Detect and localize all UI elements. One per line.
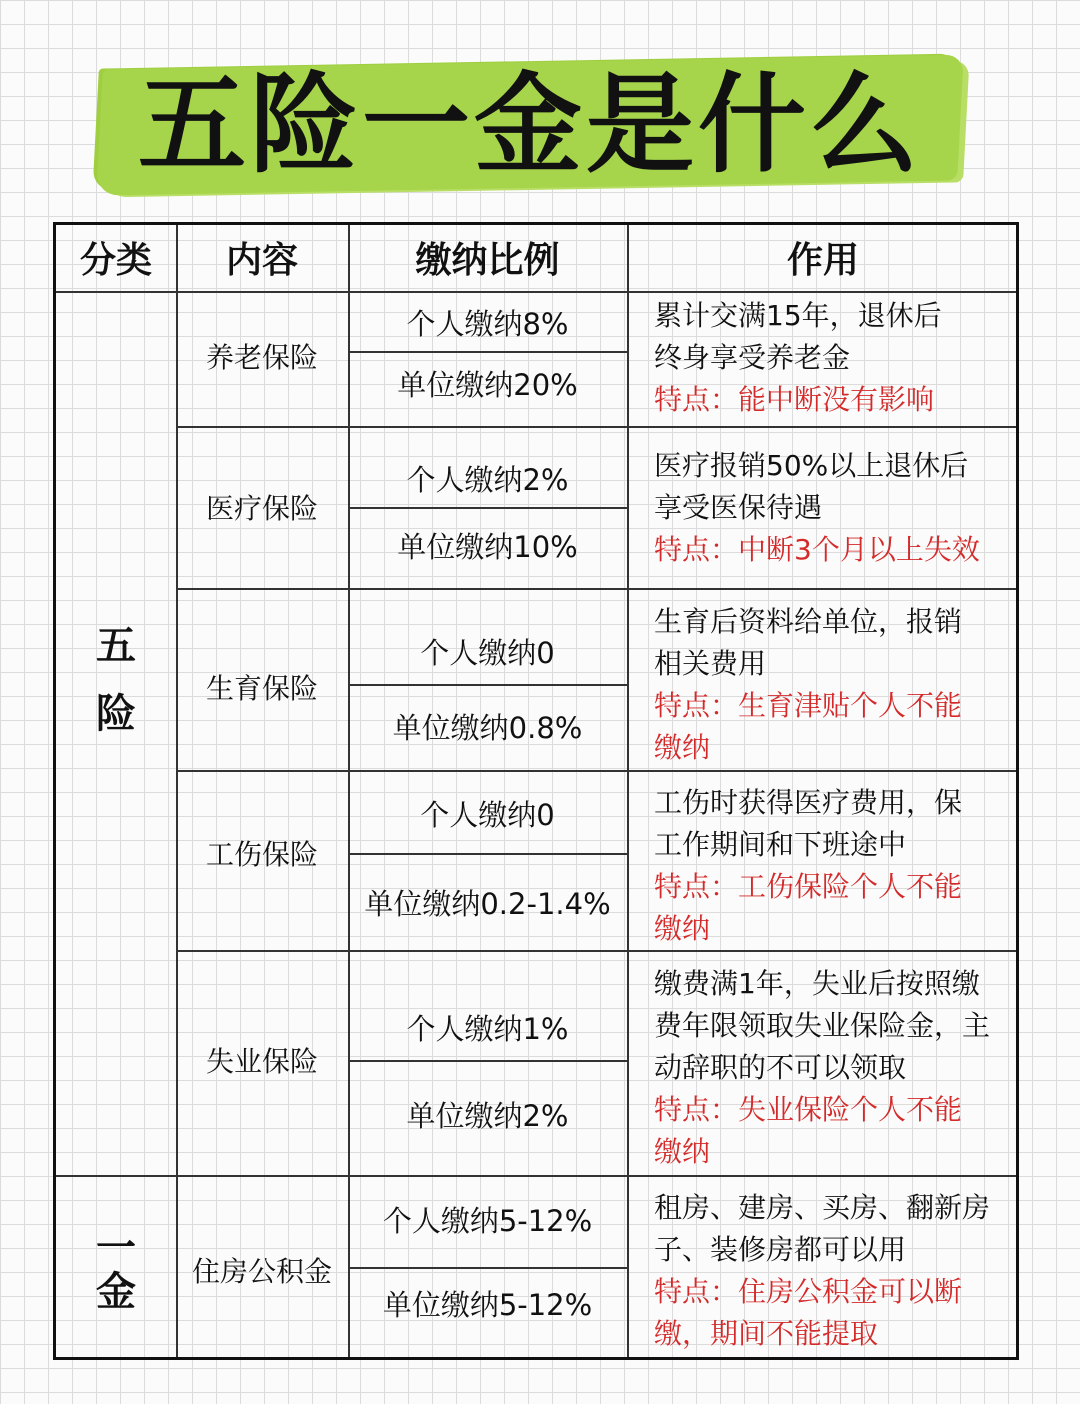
title-banner [100,50,970,200]
row-housing-fund-effect: 租房、建房、买房、翻新房 子、装修房都可以用 特点：住房公积金可以断 缴，期间不能提取 [654,1191,991,1350]
row-housing-fund-name: 住房公积金 [191,1255,332,1288]
row-maternity-personal: 个人缴纳0 [420,636,555,670]
page-title: 五险一金是什么 [137,62,922,188]
category-one-char2: 金 [96,1269,136,1315]
row-injury-name: 工伤保险 [205,838,318,871]
row-unemployment-personal: 个人缴纳1% [406,1012,569,1046]
header-content: 内容 [225,240,298,281]
header-ratio: 缴纳比例 [415,240,560,281]
row-pension-personal: 个人缴纳8% [406,307,569,341]
row-maternity-employer: 单位缴纳0.8% [392,711,583,745]
category-five-char2: 险 [96,691,136,737]
row-unemployment-effect: 缴费满1年，失业后按照缴 费年限领取失业保险金，主 动辞职的不可以领取 特点：失业保险个人不能 缴纳 [654,967,991,1168]
row-housing-fund-employer: 单位缴纳5-12% [382,1288,593,1322]
header-effect: 作用 [786,240,859,281]
row-medical-employer: 单位缴纳10% [397,530,578,564]
row-unemployment-name: 失业保险 [205,1045,318,1078]
row-pension-effect: 累计交满15年，退休后 终身享受养老金 特点：能中断没有影响 [654,299,942,416]
row-pension-name: 养老保险 [205,341,318,374]
row-maternity-effect: 生育后资料给单位，报销 相关费用 特点：生育津贴个人不能 缴纳 [654,605,963,764]
row-medical-effect: 医疗报销50%以上退休后 享受医保待遇 特点：中断3个月以上失效 [654,449,980,566]
row-injury-personal: 个人缴纳0 [420,798,555,832]
category-five-char1: 五 [96,623,136,669]
row-unemployment-employer: 单位缴纳2% [406,1099,569,1133]
row-pension-employer: 单位缴纳20% [397,368,578,402]
row-injury-employer: 单位缴纳0.2-1.4% [364,887,611,921]
header-category: 分类 [79,240,152,281]
row-maternity-name: 生育保险 [205,672,318,705]
insurance-table [53,222,1019,1360]
row-medical-personal: 个人缴纳2% [406,463,569,497]
row-medical-name: 医疗保险 [205,492,318,525]
row-housing-fund-personal: 个人缴纳5-12% [382,1204,593,1238]
row-injury-effect: 工伤时获得医疗费用，保 工作期间和下班途中 特点：工伤保险个人不能 缴纳 [654,786,963,945]
category-one-char1: 一 [96,1225,136,1271]
